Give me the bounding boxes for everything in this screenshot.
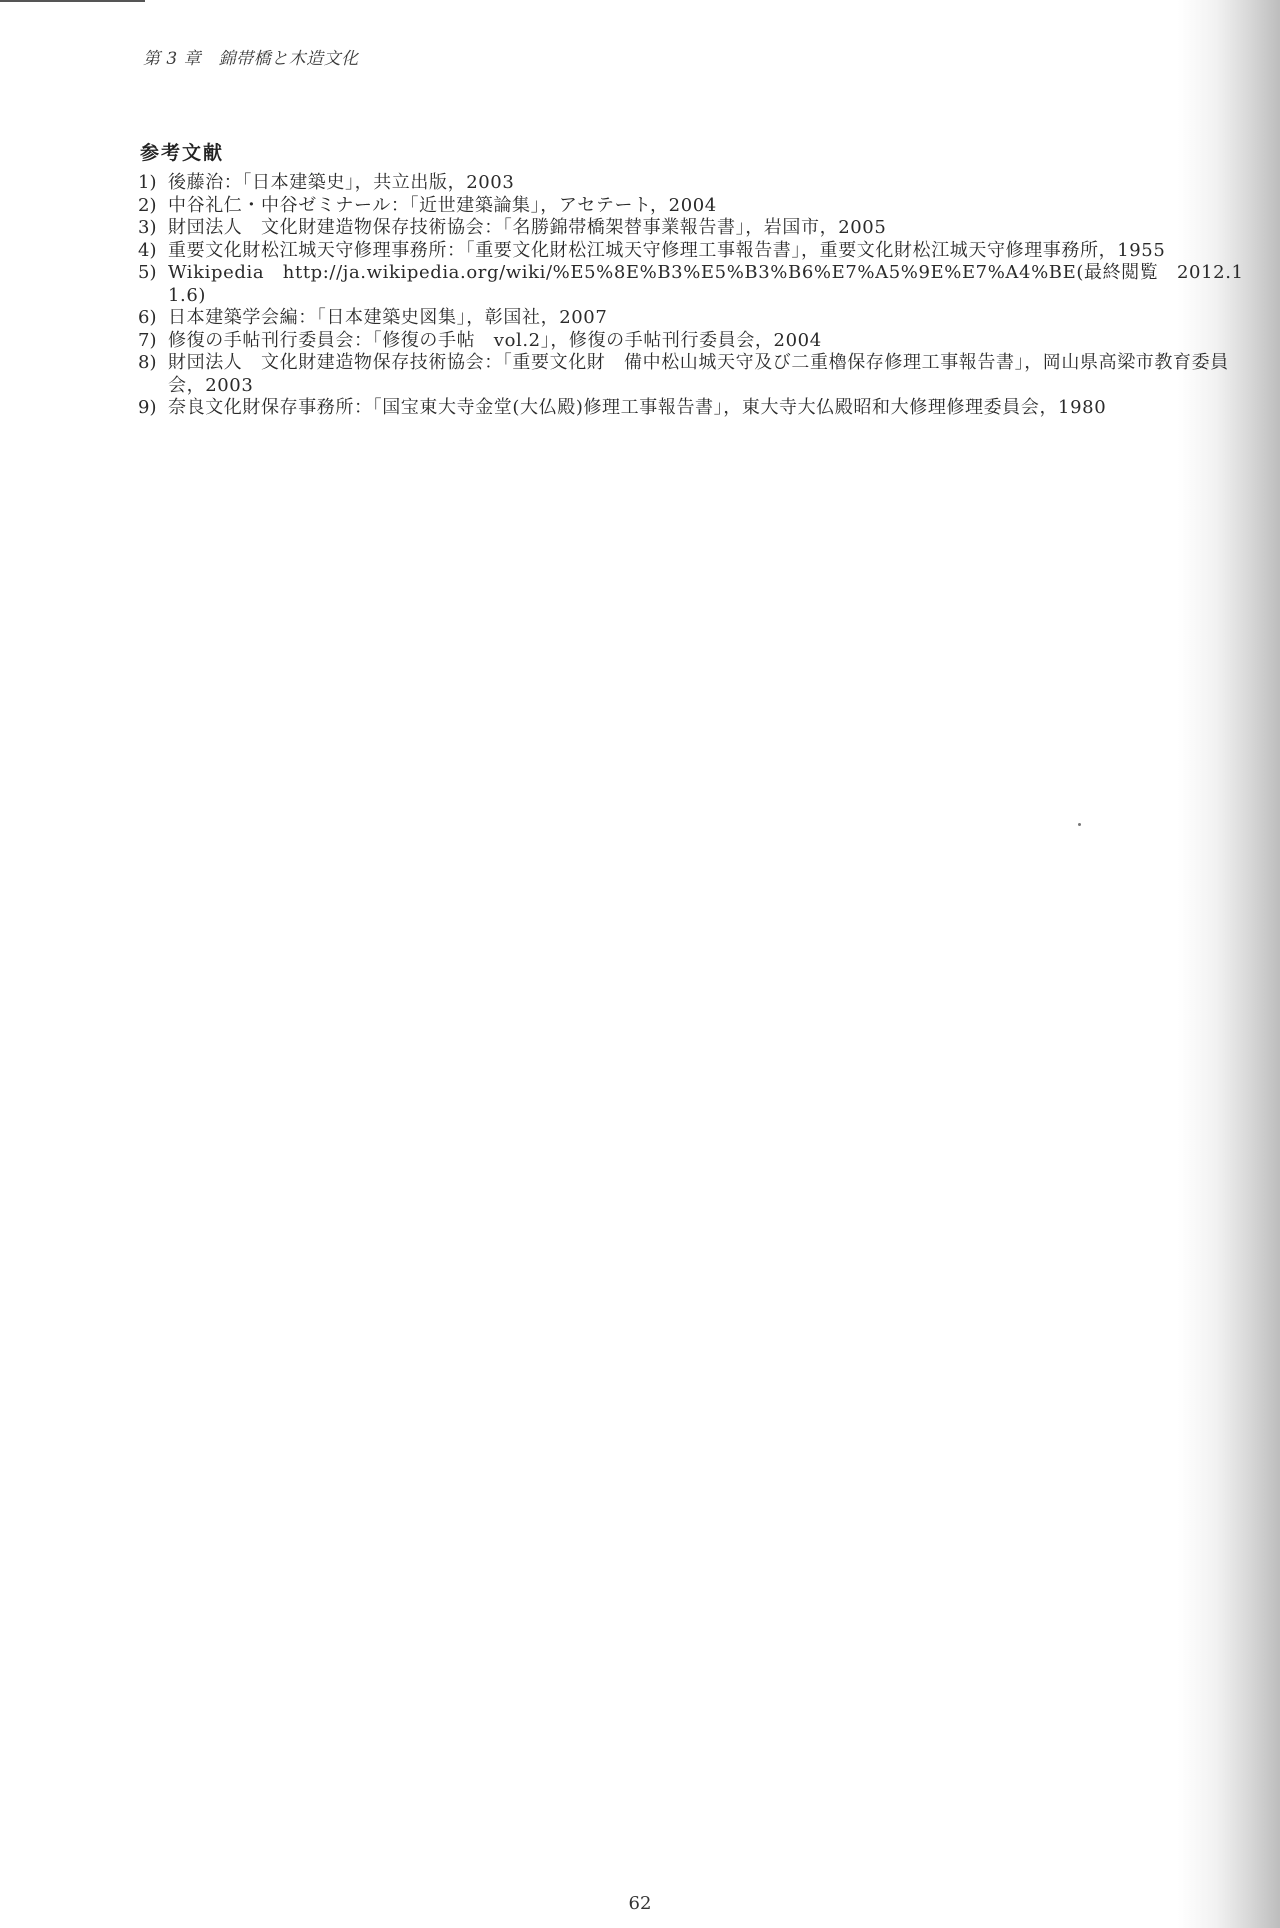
reference-text: 奈良文化財保存事務所：「国宝東大寺金堂(大仏殿)修理工事報告書」，東大寺大仏殿昭和大修理修理委員会，1980	[168, 397, 1107, 418]
reference-item-8	[138, 352, 1248, 397]
reference-number: 3)	[138, 217, 157, 238]
page-number: 62	[628, 1893, 652, 1914]
reference-number: 1)	[138, 172, 157, 193]
running-header: 第 3 章 錦帯橋と木造文化	[143, 49, 359, 69]
reference-item-5	[138, 262, 1248, 307]
reference-number: 6)	[138, 307, 157, 328]
reference-number: 2)	[138, 194, 157, 216]
reference-number: 9)	[138, 397, 157, 418]
reference-item-1	[138, 172, 1248, 195]
reference-item-3	[138, 217, 1248, 240]
reference-text: 日本建築学会編：「日本建築史図集」，彰国社，2007	[168, 307, 608, 328]
reference-text: 中谷礼仁・中谷ゼミナール：「近世建築論集」，アセテート，2004	[168, 194, 717, 216]
reference-item-7	[138, 330, 1248, 353]
reference-number: 8)	[138, 352, 157, 373]
reference-item-2	[138, 195, 1248, 218]
reference-item-4	[138, 240, 1248, 263]
reference-text: 財団法人 文化財建造物保存技術協会：「名勝錦帯橋架替事業報告書」，岩国市，2005	[168, 217, 887, 238]
top-rule-divider	[0, 0, 145, 2]
reference-item-9	[138, 397, 1248, 420]
reference-text: 財団法人 文化財建造物保存技術協会：「重要文化財 備中松山城天守及び二重櫓保存修理工事報告書」，岡山県高梁市教育委員会，2003	[168, 352, 1229, 396]
reference-text: 後藤治：「日本建築史」，共立出版，2003	[168, 172, 515, 193]
reference-text: Wikipedia http://ja.wikipedia.org/wiki/%E5%8E%B3%E5%B3%B6%E7%A5%9E%E7%A4%BE(最終閲覧 2012.11.6)	[168, 262, 1244, 306]
reference-number: 7)	[138, 329, 157, 351]
reference-number: 4)	[138, 239, 157, 261]
reference-text: 修復の手帖刊行委員会：「修復の手帖 vol.2」，修復の手帖刊行委員会，2004	[168, 329, 822, 351]
reference-item-6	[138, 307, 1248, 330]
scan-speck	[1078, 823, 1081, 826]
section-title: 参考文献	[140, 142, 225, 164]
reference-text: 重要文化財松江城天守修理事務所：「重要文化財松江城天守修理工事報告書」，重要文化財松江城天守修理事務所，1955	[168, 239, 1166, 261]
reference-number: 5)	[138, 262, 157, 283]
reference-list	[138, 172, 1248, 420]
